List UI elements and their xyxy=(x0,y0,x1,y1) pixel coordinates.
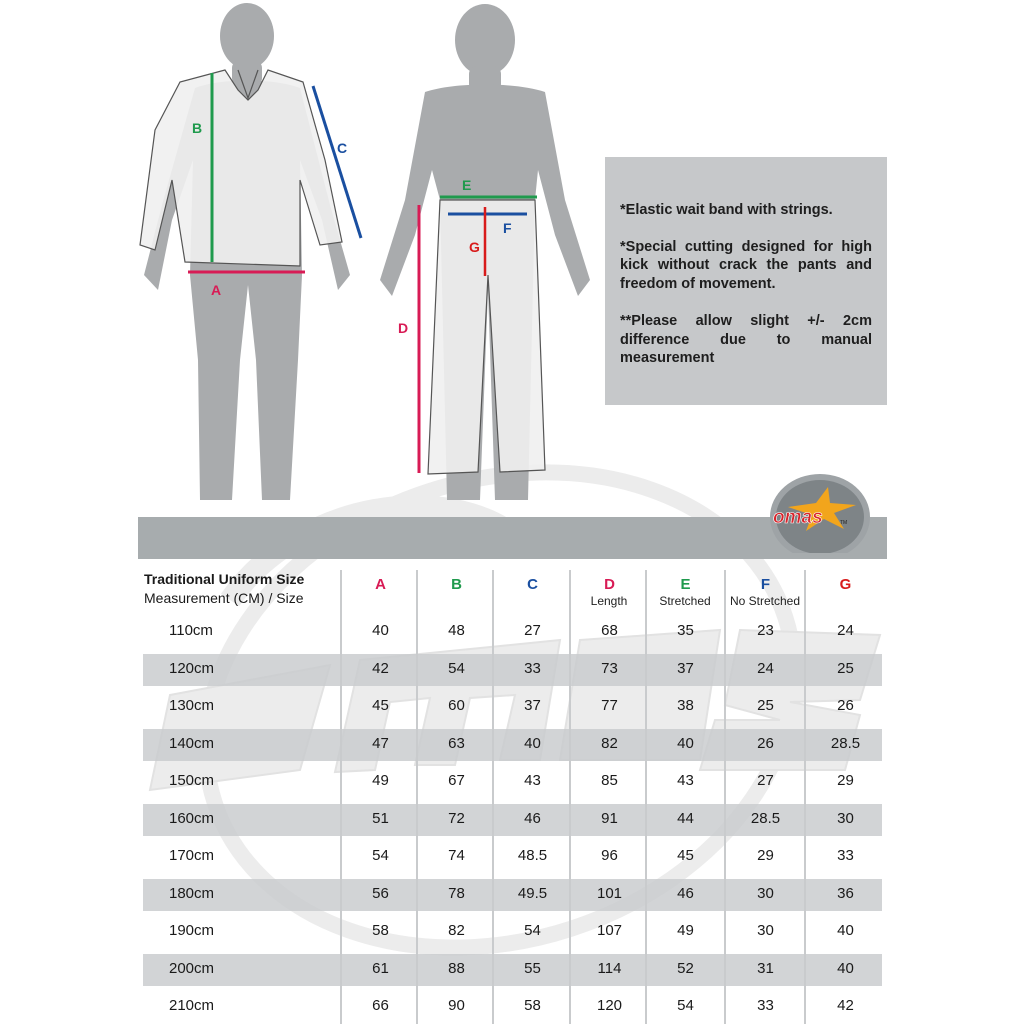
size-cell: 140cm xyxy=(169,734,215,752)
column-header-f: F xyxy=(760,576,771,593)
value-cell-a: 45 xyxy=(372,697,389,714)
value-cell-f: 30 xyxy=(757,922,774,939)
column-header-e: E xyxy=(680,576,691,593)
value-cell-d: 114 xyxy=(597,959,622,977)
size-cell: 120cm xyxy=(169,659,215,677)
logo-tm: TM xyxy=(840,520,848,526)
column-header-d: D xyxy=(604,576,615,593)
size-cell: 180cm xyxy=(169,884,215,902)
value-cell-c: 54 xyxy=(524,922,541,939)
value-cell-g: 29 xyxy=(837,772,854,789)
value-cell-f: 31 xyxy=(757,959,774,977)
column-header-g: G xyxy=(839,576,852,593)
logo-brand: omas xyxy=(773,507,823,528)
value-cell-c: 37 xyxy=(524,697,541,714)
size-cell: 200cm xyxy=(169,959,215,977)
column-subheader-e: Stretched xyxy=(659,594,711,608)
value-cell-b: 72 xyxy=(448,809,465,827)
label-a: A xyxy=(211,282,222,298)
value-cell-a: 51 xyxy=(372,809,389,827)
value-cell-c: 49.5 xyxy=(517,884,548,902)
value-cell-b: 74 xyxy=(448,847,465,864)
value-cell-b: 67 xyxy=(448,772,465,789)
value-cell-g: 42 xyxy=(837,997,854,1014)
value-cell-g: 25 xyxy=(837,659,854,677)
shirt-outline xyxy=(140,70,342,266)
value-cell-d: 77 xyxy=(601,697,618,714)
label-f: F xyxy=(503,220,512,236)
note-measurement: **Please allow slight +/- 2cm difference due to manual measurement xyxy=(620,312,872,367)
value-cell-d: 82 xyxy=(601,734,618,752)
label-c: C xyxy=(337,140,348,156)
value-cell-a: 40 xyxy=(372,622,389,639)
value-cell-f: 24 xyxy=(757,659,774,677)
value-cell-b: 63 xyxy=(448,734,465,752)
value-cell-a: 58 xyxy=(372,922,389,939)
column-header-b: B xyxy=(451,576,462,593)
value-cell-f: 26 xyxy=(757,734,774,752)
column-header-a: A xyxy=(375,576,386,593)
table-title: Traditional Uniform Size xyxy=(144,571,305,587)
note-waistband: *Elastic wait band with strings. xyxy=(620,202,833,218)
value-cell-g: 26 xyxy=(837,697,854,714)
size-table xyxy=(143,565,882,1024)
value-cell-b: 60 xyxy=(448,697,465,714)
value-cell-g: 40 xyxy=(837,922,854,939)
value-cell-e: 49 xyxy=(677,922,694,939)
value-cell-f: 25 xyxy=(757,697,774,714)
info-box xyxy=(605,157,887,405)
value-cell-d: 107 xyxy=(596,922,623,939)
value-cell-c: 46 xyxy=(524,809,541,827)
value-cell-d: 85 xyxy=(601,772,618,789)
value-cell-e: 44 xyxy=(677,809,694,827)
size-cell: 190cm xyxy=(169,922,215,939)
size-cell: 130cm xyxy=(169,697,215,714)
table-subtitle: Measurement (CM) / Size xyxy=(144,590,304,606)
label-b: B xyxy=(192,120,203,136)
value-cell-a: 61 xyxy=(372,959,389,977)
value-cell-e: 52 xyxy=(677,959,694,977)
column-subheader-f: No Stretched xyxy=(729,594,801,608)
size-cell: 170cm xyxy=(169,847,215,864)
value-cell-f: 27 xyxy=(757,772,774,789)
value-cell-a: 49 xyxy=(372,772,389,789)
value-cell-e: 54 xyxy=(677,997,694,1014)
label-d: D xyxy=(398,320,409,336)
value-cell-g: 33 xyxy=(837,847,854,864)
column-header-c: C xyxy=(527,576,538,593)
label-g: G xyxy=(469,239,480,255)
column-divider xyxy=(724,570,726,1024)
value-cell-f: 28.5 xyxy=(750,809,781,827)
value-cell-g: 40 xyxy=(837,959,854,977)
value-cell-d: 68 xyxy=(601,622,618,639)
value-cell-d: 96 xyxy=(601,847,618,864)
value-cell-c: 27 xyxy=(524,622,541,639)
value-cell-a: 56 xyxy=(372,884,389,902)
value-cell-e: 46 xyxy=(677,884,694,902)
value-cell-g: 24 xyxy=(837,622,854,639)
value-cell-b: 48 xyxy=(448,622,465,639)
value-cell-g: 28.5 xyxy=(830,734,861,752)
value-cell-b: 88 xyxy=(448,959,465,977)
value-cell-d: 91 xyxy=(601,809,618,827)
value-cell-e: 37 xyxy=(677,659,694,677)
column-divider xyxy=(804,570,806,1024)
value-cell-c: 40 xyxy=(524,734,541,752)
value-cell-e: 35 xyxy=(677,622,694,639)
size-cell: 110cm xyxy=(169,622,213,639)
value-cell-a: 54 xyxy=(372,847,389,864)
value-cell-c: 43 xyxy=(524,772,541,789)
note-cutting: *Special cutting designed for high kick without crack the pants and freedom of movement. xyxy=(620,238,872,293)
value-cell-c: 48.5 xyxy=(517,847,548,864)
value-cell-g: 36 xyxy=(837,884,854,902)
value-cell-a: 42 xyxy=(372,659,389,677)
value-cell-e: 40 xyxy=(677,734,694,752)
omas-logo xyxy=(760,473,870,553)
value-cell-d: 101 xyxy=(596,884,623,902)
value-cell-f: 29 xyxy=(757,847,774,864)
size-cell: 210cm xyxy=(169,997,215,1014)
value-cell-f: 23 xyxy=(757,622,774,639)
value-cell-e: 43 xyxy=(677,772,694,789)
pants-outline xyxy=(428,200,545,474)
value-cell-b: 90 xyxy=(448,997,465,1014)
value-cell-a: 47 xyxy=(372,734,389,752)
value-cell-c: 33 xyxy=(524,659,541,677)
value-cell-a: 66 xyxy=(372,997,389,1014)
value-cell-c: 58 xyxy=(524,997,541,1014)
value-cell-f: 33 xyxy=(757,997,774,1014)
value-cell-c: 55 xyxy=(524,959,541,977)
value-cell-d: 120 xyxy=(596,997,623,1014)
value-cell-b: 54 xyxy=(448,659,465,677)
measurement-diagram xyxy=(0,0,600,515)
value-cell-f: 30 xyxy=(757,884,774,902)
value-cell-b: 82 xyxy=(448,922,465,939)
value-cell-b: 78 xyxy=(448,884,465,902)
column-subheader-d: Length xyxy=(590,594,628,608)
size-cell: 160cm xyxy=(169,809,215,827)
value-cell-d: 73 xyxy=(601,659,618,677)
size-cell: 150cm xyxy=(169,772,215,789)
value-cell-e: 45 xyxy=(677,847,694,864)
label-e: E xyxy=(462,177,472,193)
value-cell-e: 38 xyxy=(677,697,694,714)
value-cell-g: 30 xyxy=(837,809,854,827)
